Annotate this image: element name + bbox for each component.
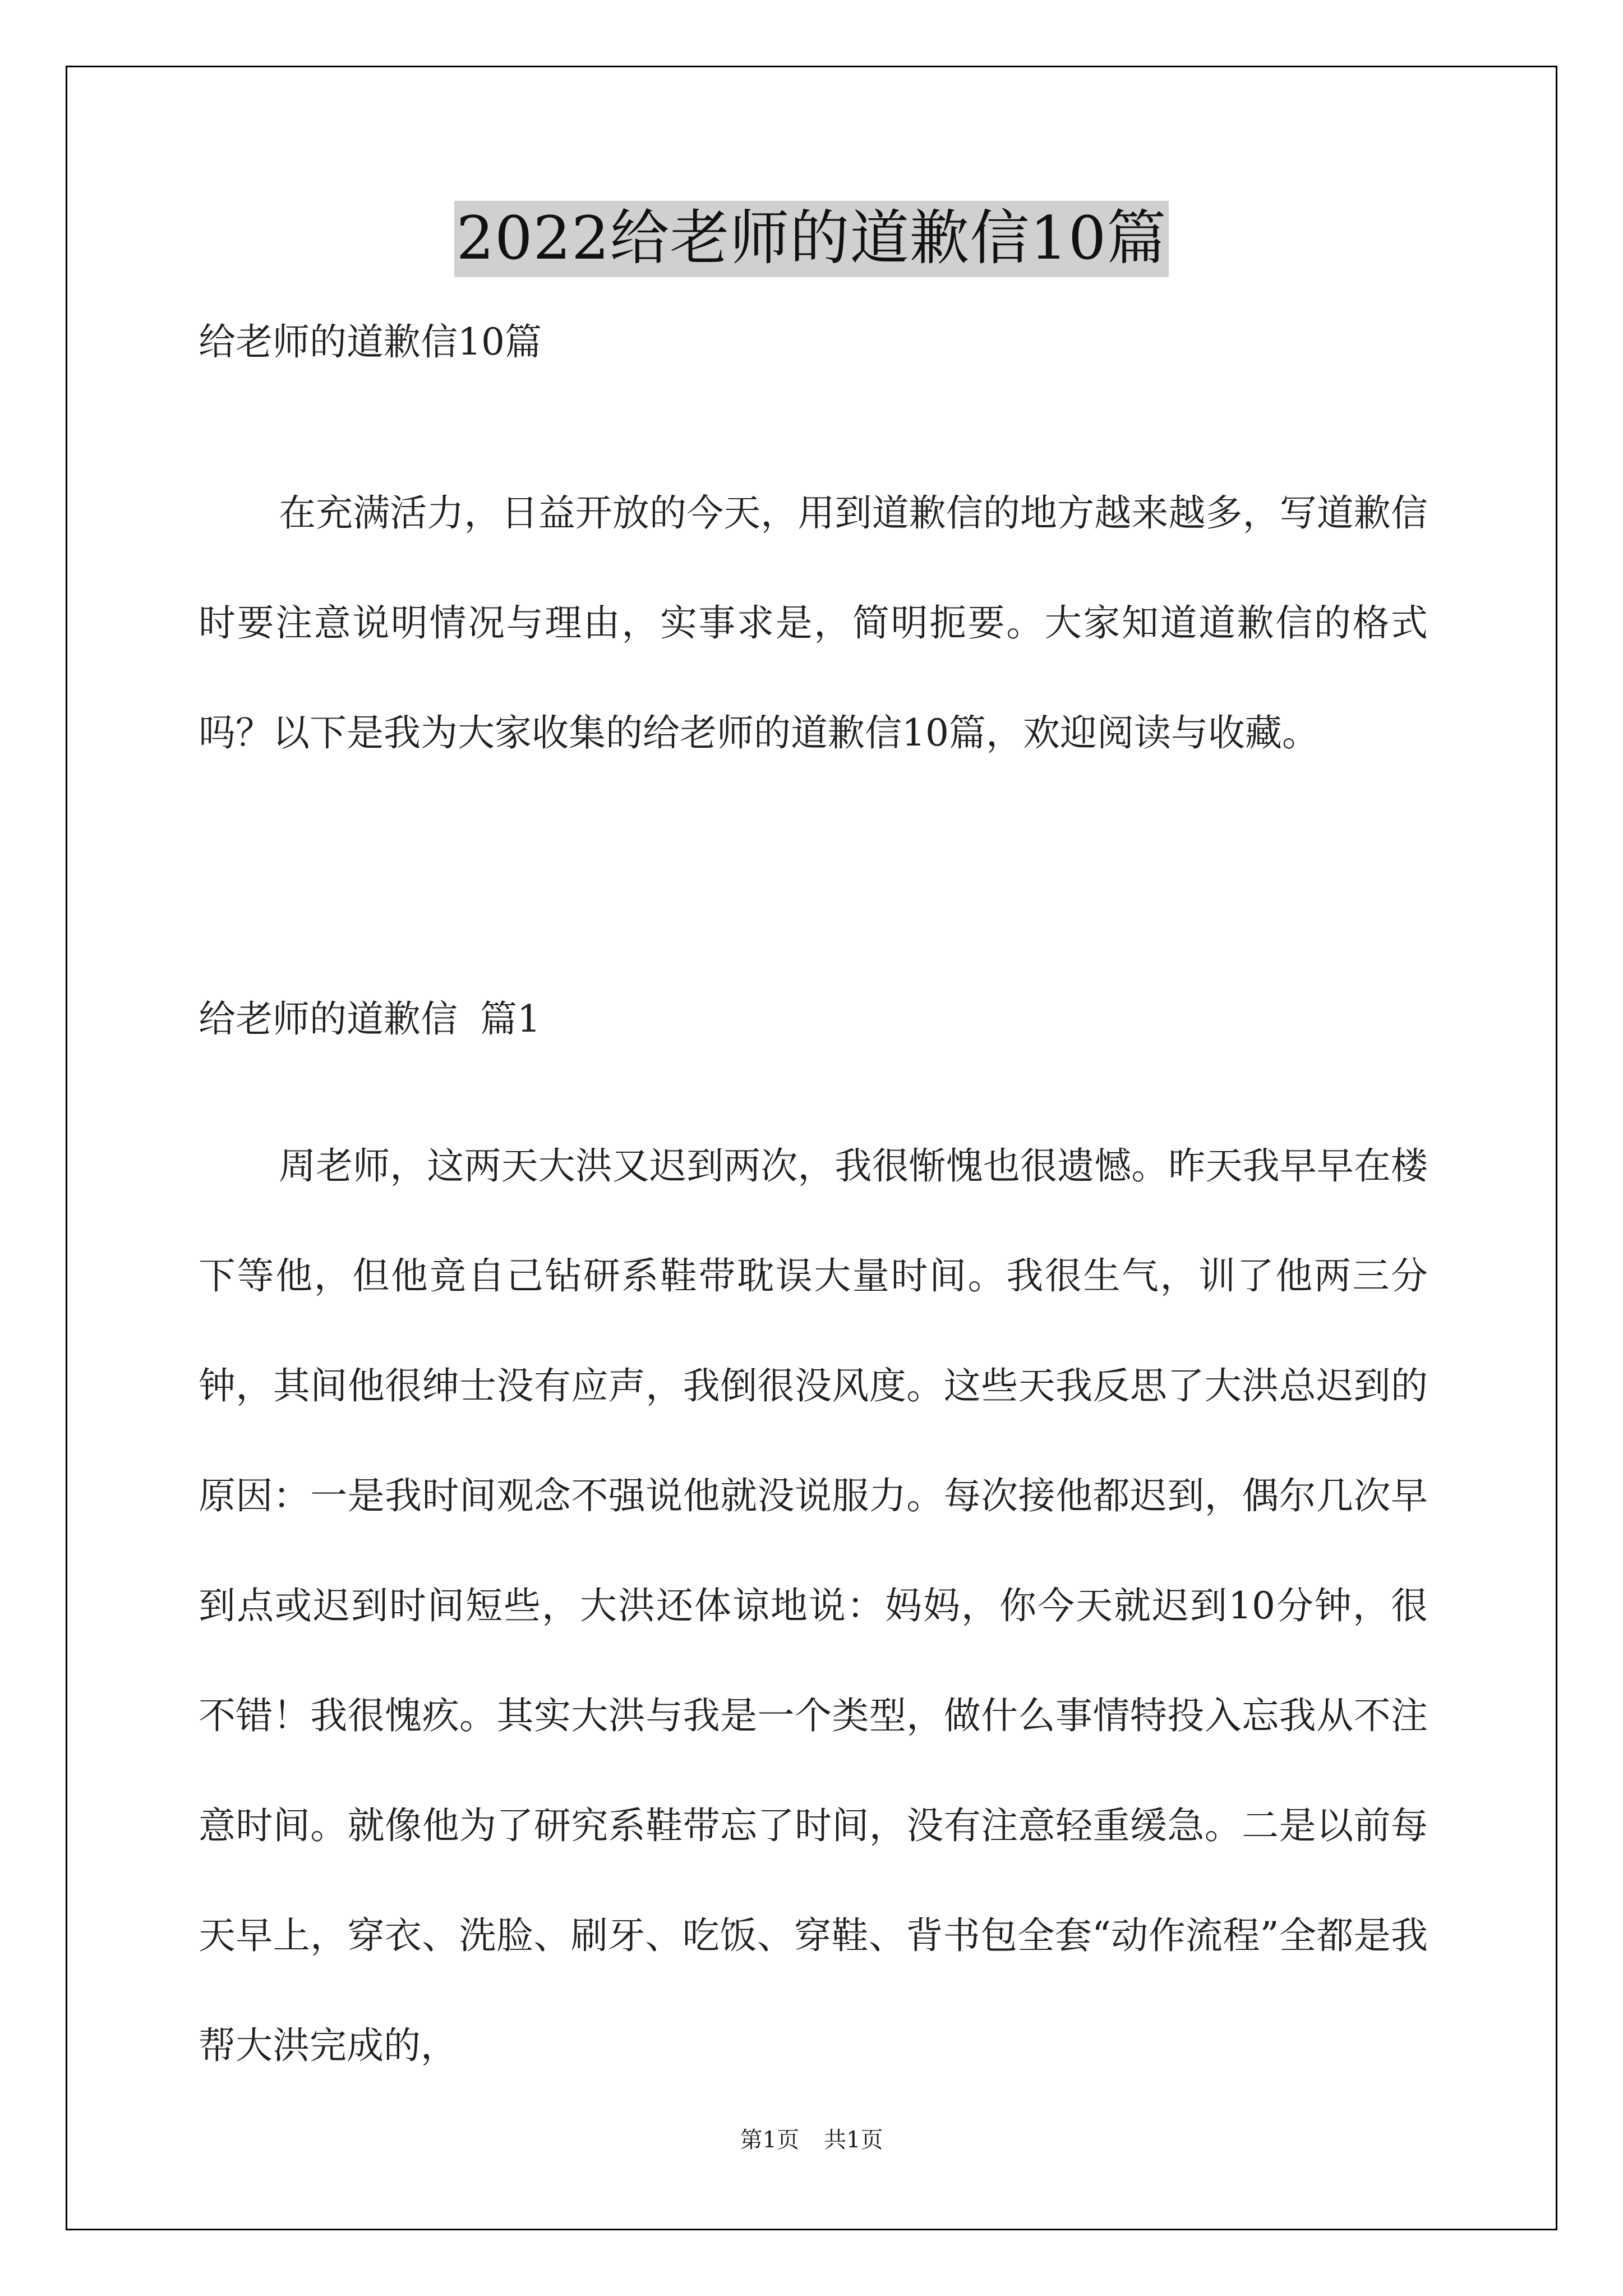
- document-title: [0, 201, 1623, 277]
- section-1-paragraph: 周老师，这两天大洪又迟到两次，我很惭愧也很遗憾。昨天我早早在楼下等他，但他竟自己钻研系鞋带耽误大量时间。我很生气，训了他两三分钟，其间他很绅士没有应声，我倒很没风度。这些天我反思了大洪总迟到的原因：一是我时间观念不强说他就没说服力。每次接他都迟到，偶尔几次早到点或迟到时间短些，大洪还体谅地说：妈妈，你今天就迟到10分钟，很不错！我很愧疚。其实大洪与我是一个类型，做什么事情特投入忘我从不注意时间。就像他为了研究系鞋带忘了时间，没有注意轻重缓急。二是以前每天早上，穿衣、洗脸、刷牙、吃饭、穿鞋、背书包全套“动作流程”全都是我帮大洪完成的，: [199, 1144, 1428, 2067]
- page-total: 共1页: [824, 2127, 883, 2153]
- page-footer: [0, 2122, 1623, 2154]
- document-subtitle: 给老师的道歉信10篇: [199, 320, 542, 364]
- page-current: 第1页: [740, 2127, 799, 2153]
- intro-paragraph: 在充满活力，日益开放的今天，用到道歉信的地方越来越多，写道歉信时要注意说明情况与理由，实事求是，简明扼要。大家知道道歉信的格式吗？以下是我为大家收集的给老师的道歉信10篇，欢迎阅读与收藏。: [199, 491, 1428, 754]
- section-heading: [199, 991, 1428, 1047]
- document-title-text: 2022给老师的道歉信10篇: [454, 201, 1169, 277]
- section-heading-label: 给老师的道歉信: [199, 997, 458, 1041]
- section-number: 篇1: [480, 997, 541, 1041]
